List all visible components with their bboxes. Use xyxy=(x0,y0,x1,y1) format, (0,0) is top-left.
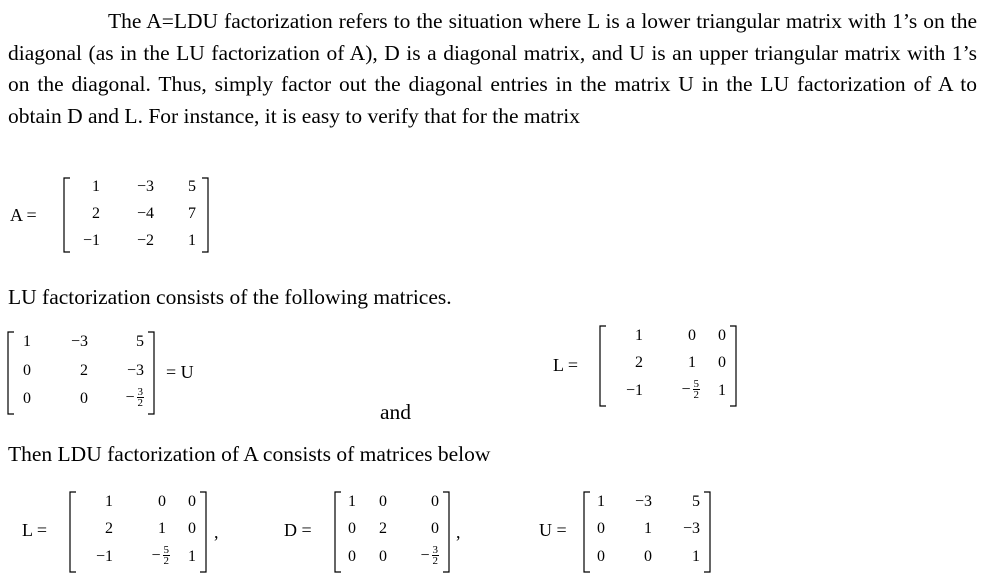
matrix-a xyxy=(62,176,210,254)
matrix-l-ldu-cell-1-2: 0 xyxy=(188,520,196,537)
matrix-l-lu-cell-0-1: 0 xyxy=(688,327,696,344)
matrix-l-ldu-cell-2-2: 1 xyxy=(188,548,196,565)
matrix-d-fraction: − $\frac{3}{2}$ xyxy=(420,544,438,567)
matrix-u-ldu-cell-2-1: 0 xyxy=(644,548,652,565)
matrix-u-ldu-label: U = xyxy=(539,520,567,540)
matrix-l-ldu-fraction: − $\frac{5}{2}$ xyxy=(151,544,169,567)
matrix-l-ldu-cell-0-0: 1 xyxy=(105,493,113,510)
matrix-u-ldu-cell-2-0: 0 xyxy=(597,548,605,565)
matrix-l-lu xyxy=(598,324,738,408)
matrix-d-cell-1-0: 0 xyxy=(348,520,356,537)
matrix-a-cell-0-1: −3 xyxy=(136,178,154,195)
matrix-l-lu-fraction: − $\frac{5}{2}$ xyxy=(681,378,699,401)
matrix-a-cell-0-2: 5 xyxy=(188,178,196,195)
matrix-l-lu-cell-1-1: 1 xyxy=(688,354,696,371)
matrix-d-cell-0-1: 0 xyxy=(379,493,387,510)
intro-paragraph xyxy=(8,6,977,132)
matrix-l-ldu xyxy=(68,490,208,574)
matrix-u-lu-cell-1-1: 2 xyxy=(80,362,88,379)
matrix-l-ldu-comma: , xyxy=(214,522,219,542)
matrix-a-cell-2-2: 1 xyxy=(188,232,196,249)
matrix-u-lu-cell-0-0: 1 xyxy=(23,333,31,350)
matrix-u-ldu-cell-1-1: 1 xyxy=(644,520,652,537)
matrix-l-lu-cell-0-0: 1 xyxy=(635,327,643,344)
matrix-l-lu-brackets xyxy=(598,324,738,408)
matrix-l-lu-cell-2-0: −1 xyxy=(625,382,643,399)
matrix-l-ldu-cell-2-0: −1 xyxy=(95,548,113,565)
matrix-u-ldu-cell-1-0: 0 xyxy=(597,520,605,537)
matrix-u-lu-fraction: − $\frac{3}{2}$ xyxy=(125,386,143,409)
ldu-heading: Then LDU factorization of A consists of matrices below xyxy=(8,442,491,466)
matrix-u-lu-cell-0-2: 5 xyxy=(136,333,144,350)
matrix-u-lu-suffix: = U xyxy=(166,362,194,382)
matrix-d-comma: , xyxy=(456,522,461,542)
matrix-u-lu xyxy=(6,330,156,416)
matrix-l-lu-cell-1-2: 0 xyxy=(718,354,726,371)
matrix-a-cell-1-1: −4 xyxy=(136,205,154,222)
matrix-u-ldu-cell-1-2: −3 xyxy=(682,520,700,537)
matrix-u-lu-cell-2-1: 0 xyxy=(80,390,88,407)
matrix-l-lu-cell-2-2: 1 xyxy=(718,382,726,399)
matrix-d-cell-2-0: 0 xyxy=(348,548,356,565)
matrix-d-cell-1-2: 0 xyxy=(431,520,439,537)
matrix-u-ldu-cell-0-1: −3 xyxy=(634,493,652,510)
matrix-a-cell-2-1: −2 xyxy=(136,232,154,249)
matrix-l-lu-label: L = xyxy=(553,355,578,375)
and-text: and xyxy=(380,400,412,424)
matrix-l-lu-cell-0-2: 0 xyxy=(718,327,726,344)
matrix-l-ldu-cell-0-1: 0 xyxy=(158,493,166,510)
matrix-u-lu-cell-0-1: −3 xyxy=(70,333,88,350)
matrix-u-ldu-cell-0-2: 5 xyxy=(692,493,700,510)
matrix-a-cell-2-0: −1 xyxy=(82,232,100,249)
matrix-d-cell-2-1: 0 xyxy=(379,548,387,565)
matrix-d-cell-1-1: 2 xyxy=(379,520,387,537)
matrix-l-ldu-label: L = xyxy=(22,520,47,540)
matrix-u-ldu xyxy=(582,490,712,574)
matrix-a-label: A = xyxy=(10,205,37,225)
matrix-u-lu-cell-2-0: 0 xyxy=(23,390,31,407)
matrix-u-ldu-cell-2-2: 1 xyxy=(692,548,700,565)
matrix-u-lu-cell-1-2: −3 xyxy=(126,362,144,379)
matrix-l-lu-cell-1-0: 2 xyxy=(635,354,643,371)
matrix-u-ldu-cell-0-0: 1 xyxy=(597,493,605,510)
matrix-u-lu-cell-1-0: 0 xyxy=(23,362,31,379)
matrix-a-cell-0-0: 1 xyxy=(92,178,100,195)
matrix-l-ldu-brackets xyxy=(68,490,208,574)
matrix-l-ldu-cell-0-2: 0 xyxy=(188,493,196,510)
matrix-l-ldu-cell-1-0: 2 xyxy=(105,520,113,537)
lu-heading: LU factorization consists of the following matrices. xyxy=(8,285,452,309)
matrix-d-cell-0-0: 1 xyxy=(348,493,356,510)
matrix-d-cell-0-2: 0 xyxy=(431,493,439,510)
matrix-a-cell-1-0: 2 xyxy=(92,205,100,222)
matrix-a-cell-1-2: 7 xyxy=(188,205,196,222)
matrix-d-label: D = xyxy=(284,520,312,540)
intro-text: The A=LDU factorization refers to the situation where L is a lower triangular matrix with 1’s on the diagonal (as in the LU factorization of A), D is a diagonal matrix, and U is an upper triangular matrix with 1’s on the diagonal. Thus, simply factor out the diagonal entries in the matrix U in the LU factorization of A to obtain D and L. For instance, it is easy to verify that for the matrix xyxy=(8,9,977,128)
matrix-l-ldu-cell-1-1: 1 xyxy=(158,520,166,537)
matrix-d xyxy=(333,490,451,574)
